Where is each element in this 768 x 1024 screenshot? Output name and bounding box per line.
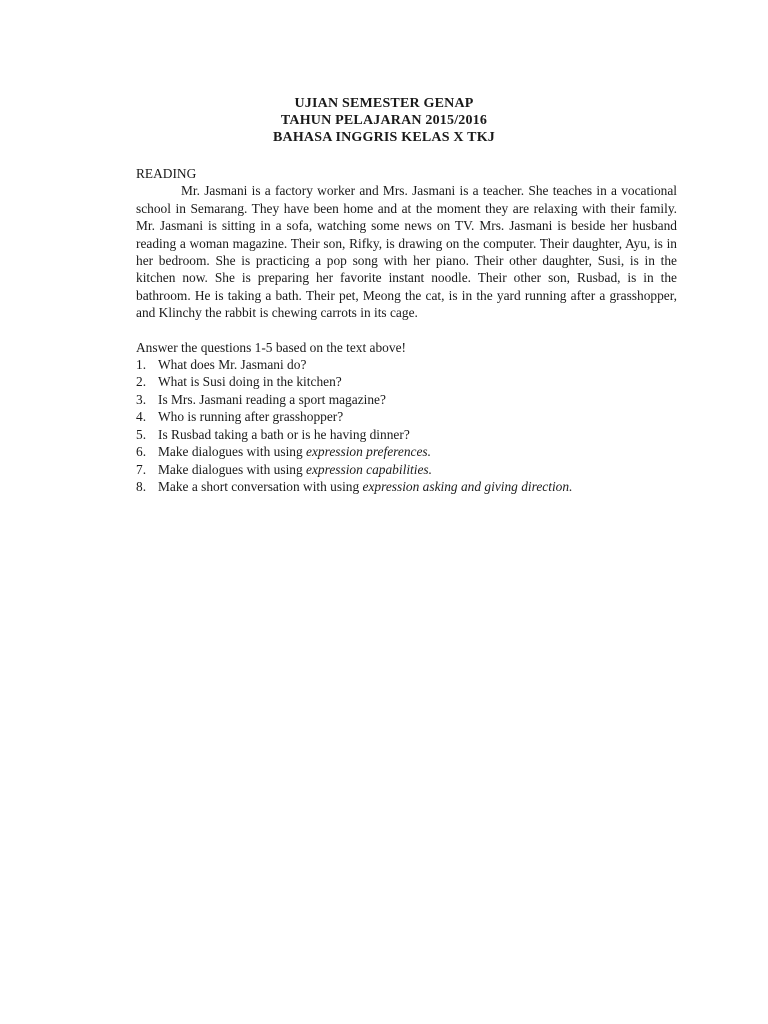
question-text-italic: expression asking and giving direction. <box>362 478 573 494</box>
question-text <box>158 443 431 460</box>
question-number: 6. <box>136 444 147 460</box>
header-exam-title: UJIAN SEMESTER GENAP <box>294 96 474 111</box>
question-item <box>136 391 677 408</box>
header-academic-year: TAHUN PELAJARAN 2015/2016 <box>280 113 488 128</box>
question-text-plain: Who is running after grasshopper? <box>158 409 344 425</box>
reading-title: READING <box>136 166 197 181</box>
question-number: 7. <box>136 461 147 477</box>
question-item <box>136 478 677 495</box>
question-list <box>136 356 677 495</box>
question-text-plain: Make dialogues with using <box>158 461 307 477</box>
question-text-plain: Make dialogues with using <box>158 444 307 460</box>
question-text <box>158 356 306 373</box>
question-number: 8. <box>136 478 147 494</box>
question-text-plain: Is Rusbad taking a bath or is he having dinner? <box>158 426 410 442</box>
question-text <box>158 373 342 390</box>
question-text <box>158 426 410 443</box>
question-number: 2. <box>136 374 147 390</box>
question-number: 1. <box>136 357 147 373</box>
questions-instruction: Answer the questions 1-5 based on the text above! <box>136 339 406 355</box>
question-item <box>136 408 677 425</box>
header-subject-class: BAHASA INGGRIS KELAS X TKJ <box>272 130 495 145</box>
question-text-plain: What is Susi doing in the kitchen? <box>158 374 342 390</box>
question-number: 5. <box>136 426 147 442</box>
reading-section <box>136 165 677 495</box>
question-text <box>158 408 343 425</box>
question-number: 3. <box>136 391 147 407</box>
question-item <box>136 426 677 443</box>
document-header <box>0 95 768 146</box>
question-item <box>136 461 677 478</box>
question-text-plain: What does Mr. Jasmani do? <box>158 357 307 373</box>
question-text <box>158 391 386 408</box>
question-text <box>158 461 432 478</box>
question-item <box>136 443 677 460</box>
question-item <box>136 356 677 373</box>
question-text-plain: Make a short conversation with using <box>158 478 363 494</box>
question-text-plain: Is Mrs. Jasmani reading a sport magazine? <box>158 391 386 407</box>
question-text-italic: expression preferences. <box>306 444 431 460</box>
question-text-italic: expression capabilities. <box>306 461 432 477</box>
question-item <box>136 373 677 390</box>
question-text <box>158 478 572 495</box>
reading-passage: Mr. Jasmani is a factory worker and Mrs. Jasmani is a teacher. She teaches in a vocational school in Semarang. They have been home and at the moment they are relaxing with their family. Mr. Jasmani is sitting in a sofa, watching some news on TV. Mrs. Jasmani is beside her husband reading a woman magazine. Their son, Rifky, is drawing on the computer. Their daughter, Ayu, is in her bedroom. She is practicing a pop song with her piano. Their other daughter, Susi, is in the kitchen now. She is preparing her favorite instant noodle. Their other son, Rusbad, is in the bathroom. He is taking a bath. Their pet, Meong the cat, is in the yard running after a grasshopper, and Klinchy the rabbit is chewing carrots in its cage. <box>136 183 677 321</box>
question-number: 4. <box>136 409 147 425</box>
